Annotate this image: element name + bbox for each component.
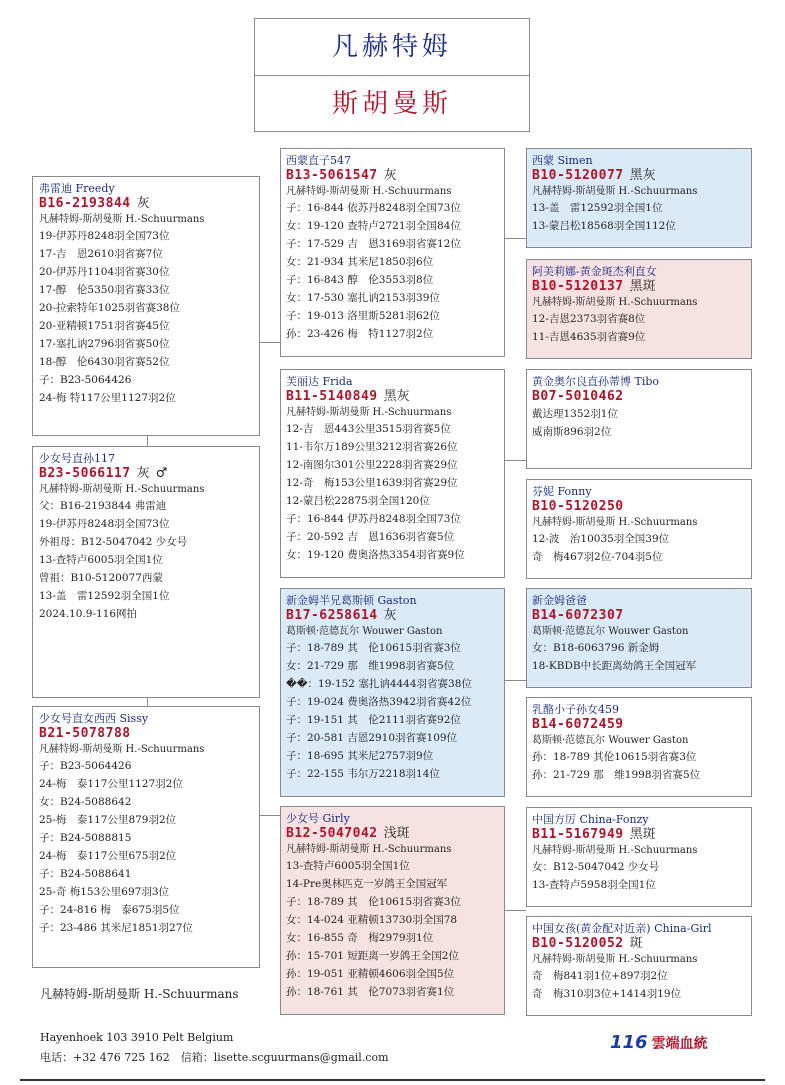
pedigree-line: 24-梅 特117公里1127羽2位 [39,392,176,404]
pigeon-color: 黑灰 [629,168,656,183]
pedigree-line: 奇 梅467羽2位-704羽5位 [532,551,663,563]
pigeon-color: 黑斑 [629,279,656,294]
bottom-divider [20,1079,765,1081]
ring-number: B23-5066117 [39,466,131,481]
pedigree-line: 曾祖：B10-5120077西蒙 [39,572,163,584]
pigeon-name: 少女号直孙117 [39,452,115,465]
pedigree-line: 子：19-151 其 伦2111羽省赛92位 [286,714,461,726]
pigeon-color: 灰 [383,608,397,623]
pigeon-ring [532,499,746,515]
pigeon-card-sss [526,148,752,248]
pedigree-line: 24-梅 泰117公里675羽2位 [39,850,177,862]
pedigree-line: 子：18-695 其米尼2757羽9位 [286,750,434,762]
pigeon-ring [39,196,253,212]
pedigree-line: 孙：23-426 梅 特1127羽2位 [286,328,434,340]
pigeon-name: 新金姆爸爸 [532,594,587,607]
ring-number: B07-5010462 [532,389,624,404]
pedigree-line: 12-南图尔301公里2228羽省赛29位 [286,459,458,471]
pigeon-ring [532,389,746,405]
pedigree-line: 子：16-844 依苏丹8248羽全国73位 [286,202,461,214]
pedigree-line: 子：23-486 其米尼1851羽27位 [39,922,193,934]
pedigree-line: 子：16-844 伊苏丹8248羽全国73位 [286,513,461,525]
pigeon-owner: 葛斯顿·范德瓦尔 Wouwer Gaston [286,626,443,637]
pigeon-name: 弗雷迪 Freedy [39,182,115,195]
pedigree-line: 19-伊苏丹8248羽全国73位 [39,230,170,242]
pigeon-card-sdd [526,479,752,579]
pedigree-line: 女：21-729 那 维1998羽省赛5位 [286,660,455,672]
pigeon-card-subject [32,446,260,698]
ring-number: B11-5167949 [532,827,624,842]
pedigree-line: 奇 梅310羽3位+1414羽19位 [532,988,682,1000]
pedigree-line: 子：18-789 其 伦10615羽省赛3位 [286,642,461,654]
pigeon-owner: 凡赫特姆-斯胡曼斯 H.-Schuurmans [39,744,205,755]
pigeon-owner: 凡赫特姆-斯胡曼斯 H.-Schuurmans [39,484,205,495]
ring-number: B14-6072459 [532,717,624,732]
pigeon-owner: 凡赫特姆-斯胡曼斯 H.-Schuurmans [532,297,698,308]
pigeon-card-ds [280,588,505,797]
pigeon-name: 黄金奥尔良直孙蒂博 Tibo [532,375,660,388]
pigeon-ring [532,717,746,733]
pigeon-ring [286,389,499,405]
logo-text: 雲端血統 [651,1036,708,1052]
pedigree-line: 奇 梅841羽1位+897羽2位 [532,970,668,982]
pigeon-ring [286,826,499,842]
pigeon-name: 乳酪小子孙女459 [532,703,619,716]
pigeon-owner: 葛斯顿·范德瓦尔 Wouwer Gaston [532,735,689,746]
pigeon-name: 阿美莉娜-黄金斑杰利直女 [532,265,657,278]
pigeon-ring [286,168,499,184]
ring-number: B16-2193844 [39,196,131,211]
connector [147,698,148,706]
ring-number: B10-5120250 [532,499,624,514]
pigeon-owner: 凡赫特姆-斯胡曼斯 H.-Schuurmans [532,954,698,965]
connector [147,436,148,446]
ring-number: B21-5078788 [39,726,131,741]
ring-number: B17-6258614 [286,608,378,623]
pedigree-line: 子：18-789 其 伦10615羽省赛3位 [286,896,461,908]
pedigree-line: 子：B24-5088815 [39,832,132,844]
pedigree-line: 子：20-592 吉 恩1636羽省赛5位 [286,531,455,543]
pigeon-color: 灰 [136,196,150,211]
pigeon-owner: 凡赫特姆-斯胡曼斯 H.-Schuurmans [532,517,698,528]
pedigree-line: 20-亚精顿1751羽省赛45位 [39,320,170,332]
pigeon-card-sire [32,176,260,436]
pigeon-ring [532,168,746,184]
pedigree-line: 戴达理1352羽1位 [532,408,618,420]
pedigree-line: 12-吉 恩443公里3515羽省赛5位 [286,423,451,435]
pigeon-card-dss [526,588,752,688]
pedigree-line: 11-韦尔万189公里3212羽省赛26位 [286,441,458,453]
pigeon-owner: 凡赫特姆-斯胡曼斯 H.-Schuurmans [532,186,698,197]
pigeon-card-sd [280,369,505,578]
connector [505,910,526,911]
pigeon-ring [532,279,746,295]
pedigree-line: 女：B24-5088642 [39,796,132,808]
pedigree-line: 孙：18-789 其伦10615羽省赛3位 [532,751,697,763]
pedigree-line: 17-塞扎讷2796羽省赛50位 [39,338,170,350]
pigeon-name: 芬妮 Fonny [532,485,592,498]
pigeon-card-dds [526,807,752,907]
breeder-name: 凡赫特姆-斯胡曼斯 H.-Schuurmans [40,987,239,1001]
ring-number: B11-5140849 [286,389,378,404]
pedigree-line: 孙：18-761 其 伦7073羽省赛1位 [286,986,455,998]
pigeon-color: 灰 [136,466,150,481]
pigeon-color: 灰 [383,168,397,183]
pigeon-ring [39,726,253,742]
pigeon-name: 西蒙直子547 [286,154,351,167]
pedigree-line: 子：B23-5064426 [39,760,132,772]
pedigree-line: 子：24-816 梅 泰675羽5位 [39,904,180,916]
pedigree-line: 12-吉恩2373羽省赛8位 [532,313,646,325]
pigeon-card-dam [32,706,260,968]
pedigree-line: 女：17-530 塞扎讷2153羽39位 [286,292,440,304]
pedigree-line: 12-奇 梅153公里1639羽省赛29位 [286,477,458,489]
pedigree-line: 12-蒙吕松22875羽全国120位 [286,495,430,507]
ring-number: B14-6072307 [532,608,624,623]
pedigree-line: 女：16-855 奇 梅2979羽1位 [286,932,434,944]
pedigree-line: 女：19-120 查特卢2721羽全国84位 [286,220,461,232]
pigeon-color: 斑 [629,936,643,951]
pigeon-name: 新金姆半兄葛斯顿 Gaston [286,594,417,607]
pigeon-card-dsd [526,697,752,797]
pedigree-line: 18-醇 伦6430羽省赛52位 [39,356,170,368]
pedigree-line: 13-查特卢6005羽全国1位 [286,860,410,872]
pigeon-ring [532,608,746,624]
pedigree-line: 子：17-529 吉 恩3169羽省赛12位 [286,238,461,250]
pedigree-line: 孙：15-701 短距离一岁鸽王全国2位 [286,950,459,962]
pedigree-line: 外祖母：B12-5047042 少女号 [39,536,188,548]
pedigree-line: 2024.10.9-116网拍 [39,608,138,620]
pigeon-owner: 凡赫特姆-斯胡曼斯 H.-Schuurmans [286,407,452,418]
pigeon-owner: 凡赫特姆-斯胡曼斯 H.-Schuurmans [39,214,205,225]
pigeon-name: 中国方厉 China-Fonzy [532,813,649,826]
ring-number: B12-5047042 [286,826,378,841]
pigeon-name: 芙丽达 Frida [286,375,353,388]
connector [260,342,280,343]
pedigree-line: 子：B24-5088641 [39,868,132,880]
pedigree-line: 子：16-843 醇 伦3553羽8位 [286,274,434,286]
pedigree-line: 子：B23-5064426 [39,374,132,386]
male-symbol-icon: ♂ [155,466,168,481]
logo-number: 116 [610,1032,648,1053]
pigeon-name: 少女号直女西西 Sissy [39,712,149,725]
pedigree-line: 13-查特卢5958羽全国1位 [532,879,656,891]
pigeon-ring [286,608,499,624]
pedigree-line: 孙：19-051 亚精顿4606羽全国5位 [286,968,455,980]
pedigree-line: 13-盖 雷12592羽全国1位 [532,202,663,214]
pedigree-line: 19-伊苏丹8248羽全国73位 [39,518,170,530]
pigeon-owner: 凡赫特姆-斯胡曼斯 H.-Schuurmans [532,845,698,856]
pedigree-line: 女：B18-6063796 新金姆 [532,642,660,654]
ring-number: B10-5120077 [532,168,624,183]
connector [505,680,526,681]
pigeon-color: 黑斑 [629,827,656,842]
pedigree-line: 18-KBDB中长距离幼鸽王全国冠军 [532,660,697,672]
title-box [254,18,530,132]
connector [505,238,526,239]
pedigree-line: 威南斯896羽2位 [532,426,612,438]
pigeon-owner: 葛斯顿·范德瓦尔 Wouwer Gaston [532,626,689,637]
pigeon-owner: 凡赫特姆-斯胡曼斯 H.-Schuurmans [286,186,452,197]
title-line2: 斯胡曼斯 [331,89,452,119]
pedigree-line: 25-奇 梅153公里697羽3位 [39,886,170,898]
connector [260,815,280,816]
pigeon-ring [532,936,746,952]
pedigree-line: 11-吉恩4635羽省赛9位 [532,331,646,343]
pedigree-line: 女：21-934 其米尼1850羽6位 [286,256,434,268]
pedigree-line: 20-拉索特年1025羽省赛38位 [39,302,180,314]
pigeon-name: 少女号 Girly [286,812,350,825]
pedigree-line: 17-吉 恩2610羽省赛7位 [39,248,163,260]
pedigree-line: 子：22-155 韦尔万2218羽14位 [286,768,440,780]
ring-number: B13-5061547 [286,168,378,183]
pedigree-line: 17-醇 伦5350羽省赛33位 [39,284,170,296]
pedigree-line: 13-蒙吕松18568羽全国112位 [532,220,676,232]
ring-number: B10-5120137 [532,279,624,294]
pedigree-line: 25-梅 泰117公里879羽2位 [39,814,177,826]
pedigree-line: 子：19-013 洛里斯5281羽62位 [286,310,440,322]
pedigree-line: 12-波 治10035羽全国39位 [532,533,670,545]
pedigree-line: 24-梅 泰117公里1127羽2位 [39,778,183,790]
pedigree-line: ��：19-152 塞扎讷4444羽省赛38位 [286,678,472,690]
pedigree-line: 13-查特卢6005羽全国1位 [39,554,163,566]
pedigree-line: 父：B16-2193844 弗雷迪 [39,500,167,512]
pedigree-line: 女：19-120 费奥洛热3354羽省赛9位 [286,549,465,561]
pigeon-owner: 凡赫特姆-斯胡曼斯 H.-Schuurmans [286,844,452,855]
pedigree-line: 女：B12-5047042 少女号 [532,861,660,873]
pedigree-line: 子：20-581 吉恩2910羽省赛109位 [286,732,458,744]
pigeon-card-sds [526,369,752,469]
ring-number: B10-5120052 [532,936,624,951]
pedigree-line: 女：14-024 亚精顿13730羽全国78 [286,914,458,926]
pigeon-name: 中国女孩(黄金配对近亲) China-Girl [532,922,712,935]
title-line1: 凡赫特姆 [255,19,529,76]
logo [610,1032,730,1058]
breeder-address: Hayenhoek 103 3910 Pelt Belgium [40,1031,234,1044]
pigeon-card-ddd [526,916,752,1016]
pedigree-line: 20-伊苏丹1104羽省赛30位 [39,266,170,278]
pedigree-line: 孙：21-729 那 维1998羽省赛5位 [532,769,701,781]
pedigree-line: 14-Pre奥林匹克一岁鸽王全国冠军 [286,878,448,890]
pedigree-line: 子：19-024 费奥洛热3942羽省赛42位 [286,696,472,708]
connector [505,460,526,461]
pigeon-card-dd [280,806,505,1015]
pigeon-ring [532,827,746,843]
pigeon-card-ss [280,148,505,357]
pigeon-name: 西蒙 Simen [532,154,593,167]
pigeon-ring [39,466,253,482]
pigeon-card-ssd [526,259,752,359]
pedigree-line: 13-盖 雷12592羽全国1位 [39,590,170,602]
pigeon-color: 浅斑 [383,826,410,841]
pigeon-color: 黑灰 [383,389,410,404]
breeder-contact: 电话：+32 476 725 162 信箱：lisette.scguurmans@gmail.com [40,1051,389,1064]
